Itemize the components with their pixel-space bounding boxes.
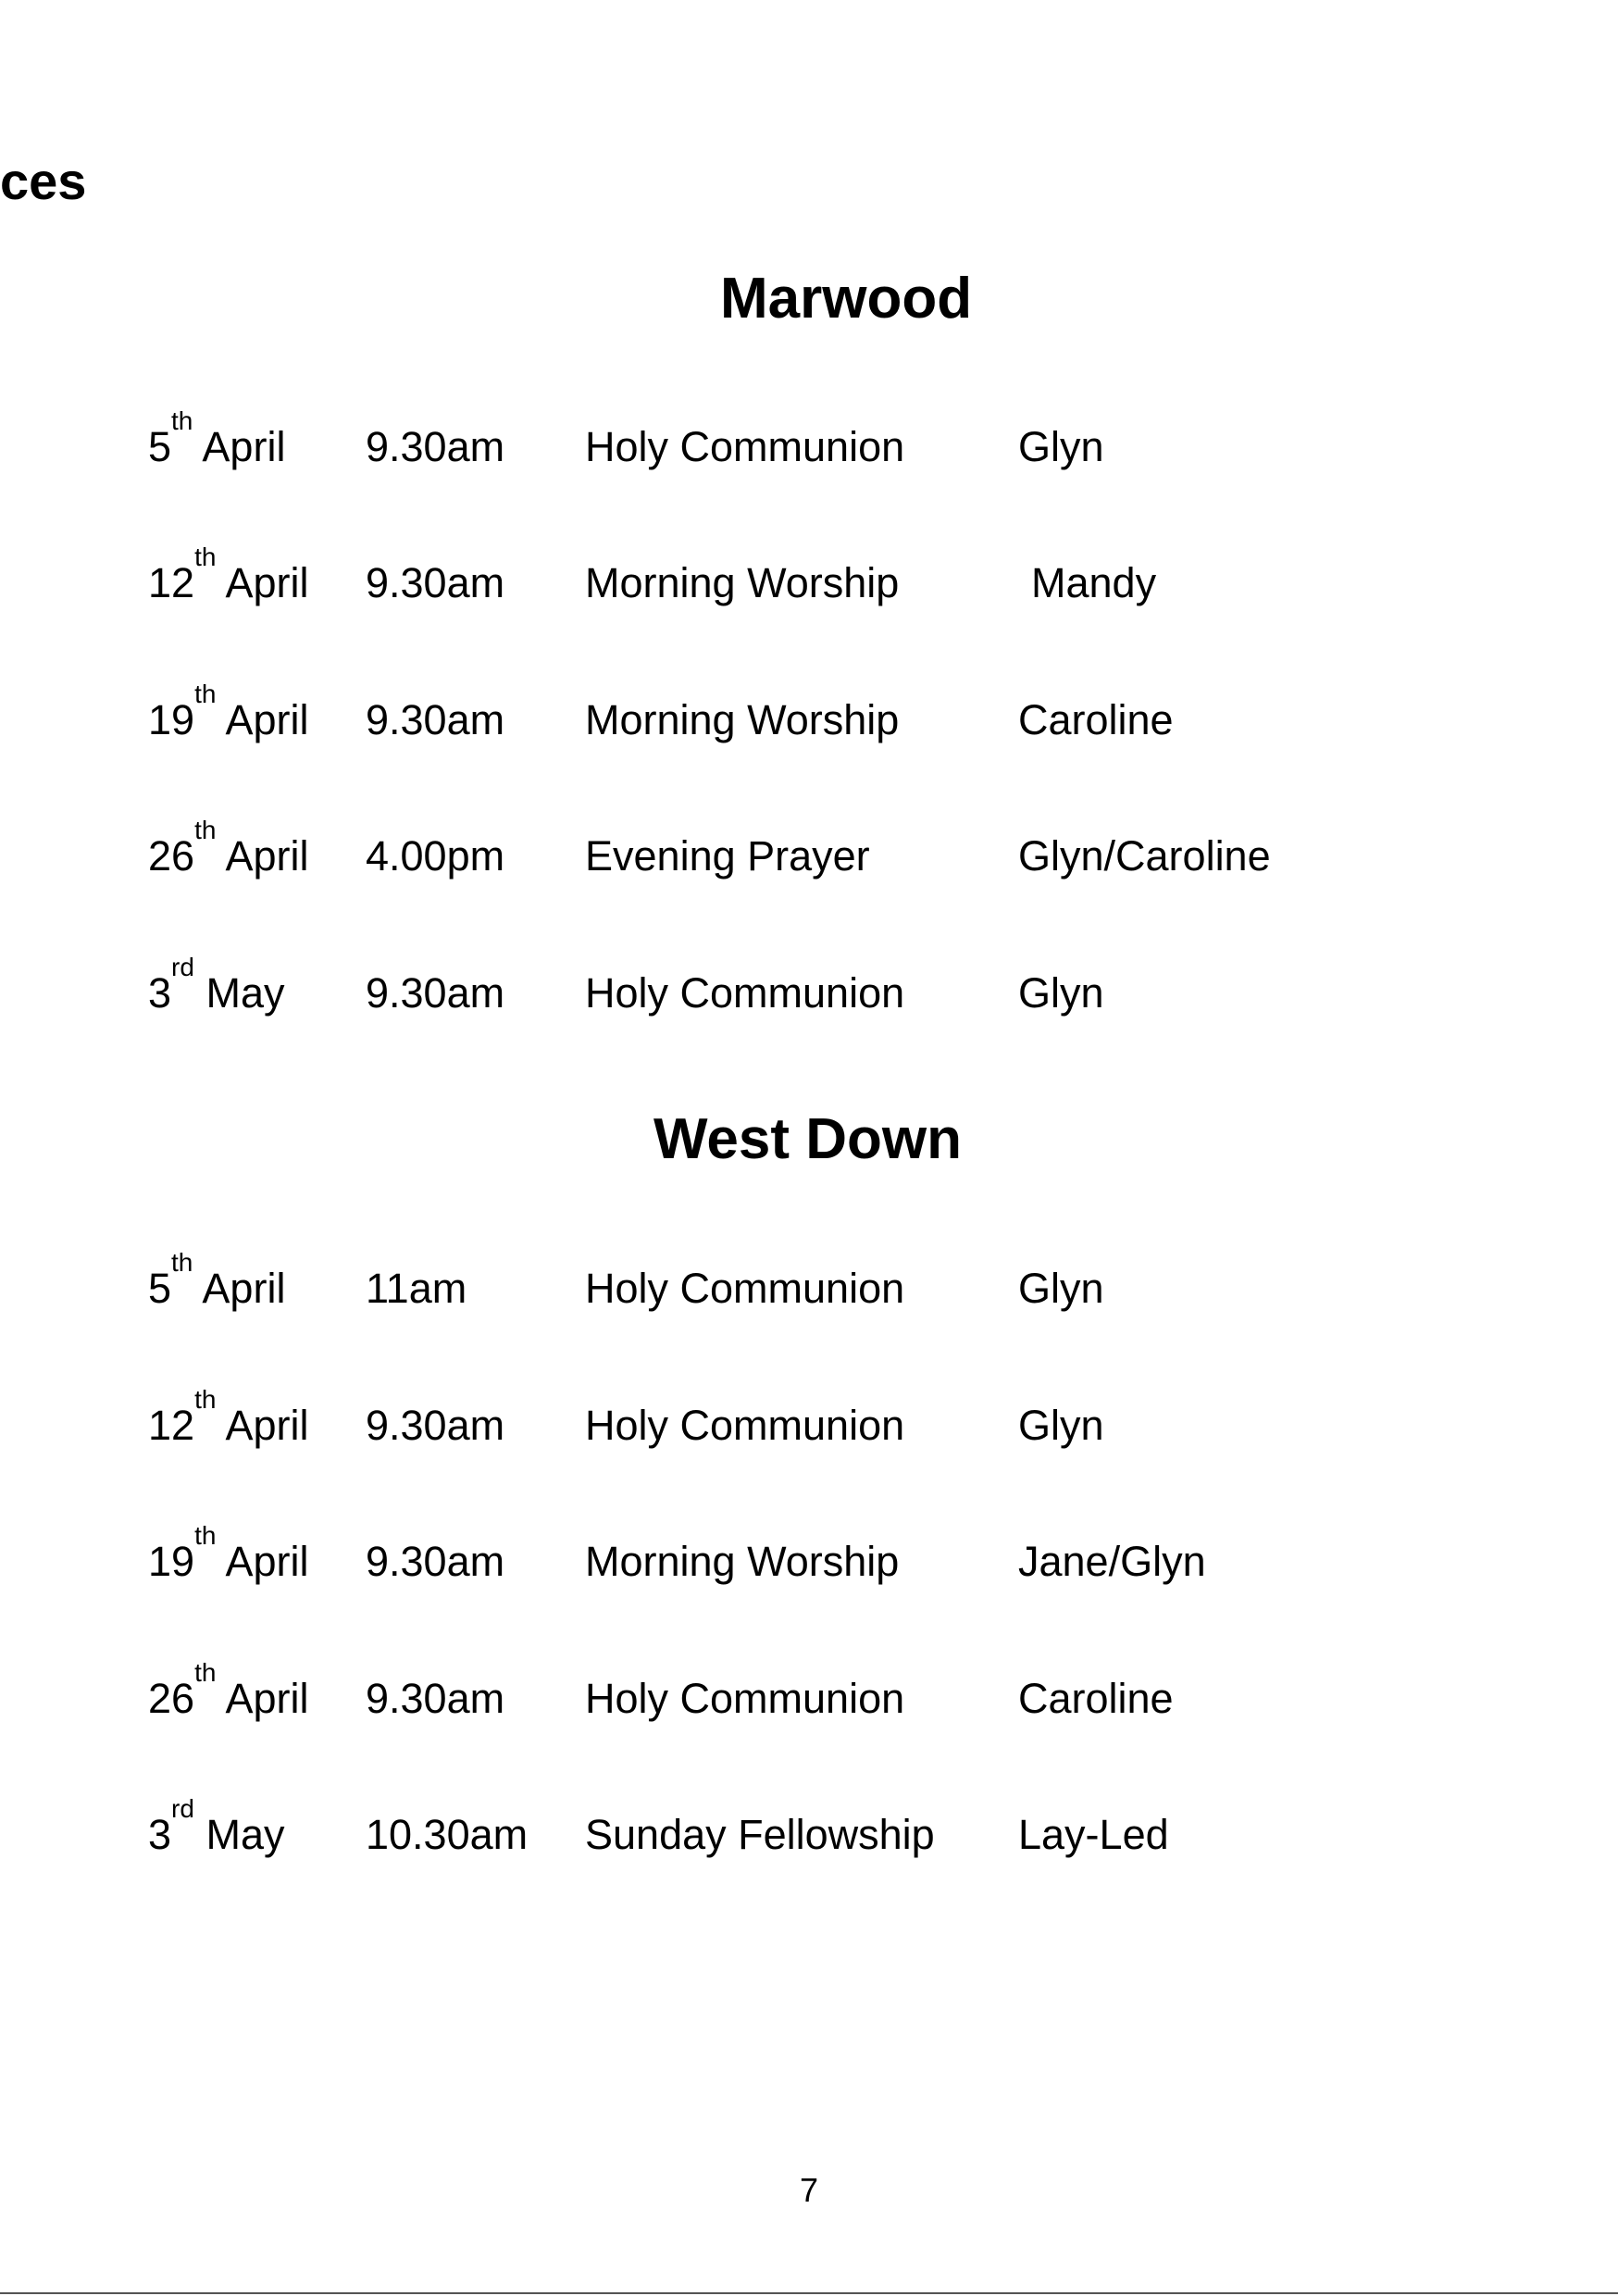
service-time: 9.30am — [366, 696, 505, 743]
service-type: Morning Worship — [585, 559, 900, 606]
service-time: 4.00pm — [366, 832, 505, 880]
service-leader: Lay-Led — [1018, 1811, 1169, 1858]
schedule-row — [0, 1385, 1618, 1454]
service-time: 11am — [366, 1265, 467, 1312]
service-date: 5th April — [148, 406, 286, 470]
service-leader: Glyn — [1018, 969, 1104, 1017]
service-date: 3rd May — [148, 1794, 285, 1858]
schedule-row — [0, 1248, 1618, 1316]
service-time: 9.30am — [366, 1675, 505, 1722]
service-type: Evening Prayer — [585, 832, 870, 880]
service-date: 26th April — [148, 1658, 309, 1722]
service-date: 26th April — [148, 816, 309, 880]
service-date: 5th April — [148, 1248, 286, 1312]
schedule-row — [0, 543, 1618, 611]
page-bottom-rule — [0, 2292, 1618, 2294]
service-leader: Caroline — [1018, 696, 1174, 743]
page-number: 7 — [799, 2171, 819, 2209]
service-leader: Glyn — [1018, 423, 1104, 470]
schedule-row — [0, 1521, 1618, 1590]
service-leader: Glyn — [1018, 1402, 1104, 1449]
service-type: Morning Worship — [585, 1538, 900, 1585]
service-date: 12th April — [148, 1385, 309, 1449]
service-type: Holy Communion — [585, 1675, 905, 1722]
service-leader: Glyn/Caroline — [1018, 832, 1271, 880]
service-date: 12th April — [148, 543, 309, 606]
section-title-west-down: West Down — [653, 1107, 962, 1171]
service-type: Holy Communion — [585, 1402, 905, 1449]
service-date: 3rd May — [148, 953, 285, 1017]
service-type: Morning Worship — [585, 696, 900, 743]
service-leader: Glyn — [1018, 1265, 1104, 1312]
service-type: Holy Communion — [585, 1265, 905, 1312]
service-time: 9.30am — [366, 1538, 505, 1585]
schedule-row — [0, 1658, 1618, 1727]
schedule-row — [0, 816, 1618, 884]
schedule-row — [0, 1794, 1618, 1863]
schedule-row — [0, 680, 1618, 748]
service-time: 9.30am — [366, 969, 505, 1017]
page-heading-fragment: ces — [0, 152, 87, 210]
service-time: 9.30am — [366, 423, 505, 470]
service-leader: Caroline — [1018, 1675, 1174, 1722]
service-leader: Mandy — [1031, 559, 1157, 606]
schedule-row — [0, 953, 1618, 1021]
service-time: 10.30am — [366, 1811, 529, 1858]
service-leader: Jane/Glyn — [1018, 1538, 1206, 1585]
service-time: 9.30am — [366, 1402, 505, 1449]
service-date: 19th April — [148, 680, 309, 743]
service-type: Holy Communion — [585, 423, 905, 470]
service-date: 19th April — [148, 1521, 309, 1585]
service-type: Holy Communion — [585, 969, 905, 1017]
service-time: 9.30am — [366, 559, 505, 606]
service-type: Sunday Fellowship — [585, 1811, 935, 1858]
section-title-marwood: Marwood — [720, 267, 973, 331]
schedule-row — [0, 406, 1618, 475]
